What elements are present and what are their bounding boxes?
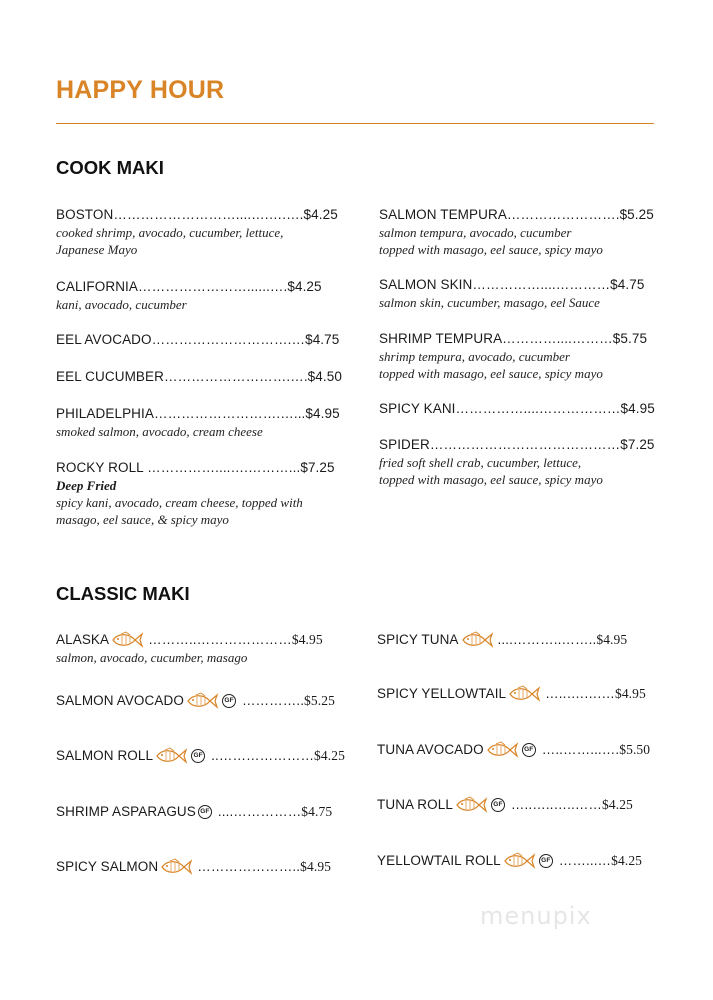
item-description: topped with masago, eel sauce, spicy mayo <box>379 366 603 381</box>
menu-item <box>56 278 346 313</box>
menu-item <box>56 631 346 666</box>
leader-dots: …..….….… <box>545 686 615 701</box>
section-heading-classic-maki: CLASSIC MAKI <box>56 583 190 604</box>
menu-item <box>377 741 667 759</box>
item-name: ALASKA <box>56 632 110 647</box>
item-name-price <box>56 747 346 765</box>
leader-dots: …..…..…..…… <box>510 797 603 812</box>
fish-icon <box>507 685 541 703</box>
menu-item <box>56 858 346 876</box>
item-name: TUNA ROLL <box>377 797 453 812</box>
fish-icon <box>485 741 519 759</box>
item-name-price <box>377 852 667 870</box>
item-price: $4.25 <box>314 748 345 763</box>
item-name-price: SALMON TEMPURA…………………….$5.25 <box>379 207 654 222</box>
item-name-price: SPIDER……………………………………$7.25 <box>379 437 655 452</box>
fish-icon <box>159 858 193 876</box>
menu-item <box>56 747 346 765</box>
title-divider <box>56 123 654 124</box>
menu-item <box>377 796 667 814</box>
item-name-price: SHRIMP TEMPURA…………....………$5.75 <box>379 331 648 346</box>
item-description: salmon, avocado, cucumber, masago <box>56 650 248 665</box>
item-name: YELLOWTAIL ROLL <box>377 853 501 868</box>
menu-item <box>379 330 669 382</box>
item-price: $5.25 <box>304 693 335 708</box>
gluten-free-icon: GF <box>198 805 212 819</box>
menu-item <box>56 803 346 821</box>
fish-icon <box>454 796 488 814</box>
item-price: $4.95 <box>291 632 323 647</box>
menu-item <box>377 852 667 870</box>
leader-dots: ....………..…….. <box>497 632 597 647</box>
item-note: Deep Fried <box>56 478 117 493</box>
menu-item <box>56 405 346 440</box>
item-name-price <box>377 741 667 759</box>
watermark: menupix <box>480 902 592 930</box>
item-name-price <box>56 631 346 649</box>
menu-item <box>379 206 669 258</box>
item-name-price: EEL AVOCADO………………………….…$4.75 <box>56 332 340 347</box>
item-price: $4.95 <box>596 632 628 647</box>
item-description: masago, eel sauce, & spicy mayo <box>56 512 229 527</box>
leader-dots: ..………………… <box>211 748 315 763</box>
item-name-price: ROCKY ROLL ……………....….………...$7.25 <box>56 460 335 475</box>
gluten-free-icon: GF <box>191 749 205 763</box>
item-name-price: CALIFORNIA……………………......….$4.25 <box>56 279 322 294</box>
item-name-price: SALMON SKIN……………....…………$4.75 <box>379 277 645 292</box>
gluten-free-icon: GF <box>539 854 553 868</box>
item-name: SHRIMP ASPARAGUS <box>56 804 196 819</box>
fish-icon <box>502 852 536 870</box>
page-title: HAPPY HOUR <box>56 76 225 104</box>
fish-icon <box>185 692 219 710</box>
item-name: SPICY SALMON <box>56 859 159 874</box>
menu-item <box>379 436 669 488</box>
item-name-price <box>56 692 346 710</box>
gluten-free-icon: GF <box>491 798 505 812</box>
item-description: cooked shrimp, avocado, cucumber, lettuce, <box>56 225 284 240</box>
leader-dots: …..……...…. <box>541 742 620 757</box>
leader-dots: ……...… <box>558 853 612 868</box>
item-price: $5.50 <box>619 742 651 757</box>
item-name: SPICY TUNA <box>377 632 459 647</box>
leader-dots: ………………….. <box>197 859 301 874</box>
item-description: smoked salmon, avocado, cream cheese <box>56 424 263 439</box>
item-description: shrimp tempura, avocado, cucumber <box>379 349 570 364</box>
fish-icon <box>110 631 144 649</box>
gluten-free-icon: GF <box>522 743 536 757</box>
item-name-price <box>56 858 346 876</box>
leader-dots: ....…………… <box>217 804 302 819</box>
gluten-free-icon: GF <box>222 694 236 708</box>
menu-item <box>379 400 669 418</box>
item-description: Japanese Mayo <box>56 242 138 257</box>
leader-dots: ………..………………… <box>148 632 292 647</box>
item-description: salmon skin, cucumber, masago, eel Sauce <box>379 295 600 310</box>
item-name-price: PHILADELPHIA……………………….…...$4.95 <box>56 406 340 421</box>
item-name-price <box>56 803 346 821</box>
item-description: fried soft shell crab, cucumber, lettuce, <box>379 455 582 470</box>
item-name-price <box>377 685 667 703</box>
menu-item <box>56 368 346 386</box>
item-price: $4.25 <box>602 797 633 812</box>
item-name: SPICY YELLOWTAIL <box>377 686 507 701</box>
item-description: spicy kani, avocado, cream cheese, topped with <box>56 495 303 510</box>
item-name-price <box>377 796 667 814</box>
item-name-price: EEL CUCUMBER……………………….….$4.50 <box>56 369 342 384</box>
leader-dots: ………….. <box>241 693 305 708</box>
item-description: kani, avocado, cucumber <box>56 297 187 312</box>
menu-item <box>377 685 667 703</box>
menu-item <box>379 276 669 311</box>
menu-item <box>56 331 346 349</box>
menu-item <box>377 631 667 649</box>
item-description: topped with masago, eel sauce, spicy mayo <box>379 472 603 487</box>
item-name-price: SPICY KANI……………....………………$4.95 <box>379 401 655 416</box>
item-name: SALMON AVOCADO <box>56 693 184 708</box>
item-price: $4.25 <box>611 853 643 868</box>
item-description: topped with masago, eel sauce, spicy mayo <box>379 242 603 257</box>
fish-icon <box>460 631 494 649</box>
menu-item <box>56 692 346 710</box>
item-description: salmon tempura, avocado, cucumber <box>379 225 572 240</box>
item-price: $4.95 <box>300 859 332 874</box>
menu-item <box>56 206 346 258</box>
item-name: SALMON ROLL <box>56 748 154 763</box>
menu-item <box>56 459 346 528</box>
item-price: $4.75 <box>301 804 333 819</box>
item-name: TUNA AVOCADO <box>377 742 484 757</box>
item-price: $4.95 <box>614 686 646 701</box>
item-name-price <box>377 631 667 649</box>
fish-icon <box>154 747 188 765</box>
item-name-price: BOSTON………………………....….….….$4.25 <box>56 207 338 222</box>
section-heading-cook-maki: COOK MAKI <box>56 157 164 178</box>
